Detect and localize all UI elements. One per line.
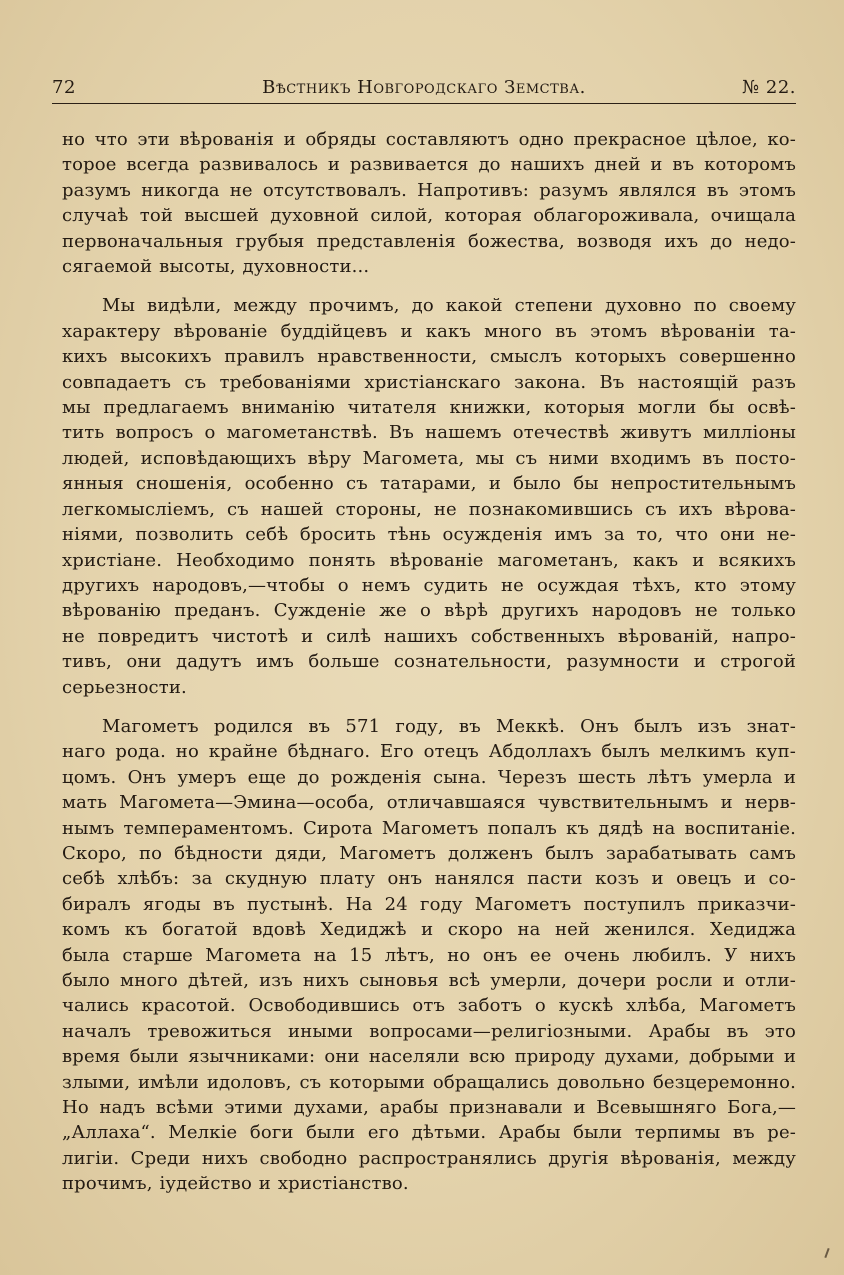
text-line: биралъ ягоды въ пустынѣ. На 24 году Магометъ поступилъ приказчи- [62,893,796,915]
text-line: ніями, позволить себѣ бросить тѣнь осужденія имъ за то, что они не- [62,524,796,546]
text-line: злыми, имѣли идоловъ, съ которыми обращались довольно безцеремонно. [62,1071,796,1093]
text-line: Но надъ всѣми этими духами, арабы признавали и Всевышняго Бога,— [62,1097,796,1119]
text-line: сягаемой высоты, духовности... [62,256,370,278]
text-line: время были язычниками: они населяли всю природу духами, добрыми и [62,1046,796,1068]
page-number: 72 [52,77,76,98]
text-line: чались красотой. Освободившись отъ заботъ о кускѣ хлѣба, Магометъ [62,995,796,1017]
text-line: христіане. Необходимо понять вѣрованіе магометанъ, какъ и всякихъ [62,549,796,571]
text-line: не повредитъ чистотѣ и силѣ нашихъ собственныхъ вѣрованій, напро- [62,625,796,647]
text-line: цомъ. Онъ умеръ еще до рожденія сына. Черезъ шесть лѣтъ умерла и [62,766,796,788]
text-line: торое всегда развивалось и развивается до нашихъ дней и въ которомъ [62,154,796,176]
text-line: была старше Магомета на 15 лѣтъ, но онъ ее очень любилъ. У нихъ [62,944,796,966]
page-edge-mark [824,1248,829,1258]
text-line: прочимъ, іудейство и христіанство. [62,1173,409,1195]
text-line: наго рода. но крайне бѣднаго. Его отецъ Абдоллахъ былъ мелкимъ куп- [62,741,796,763]
text-line: „Аллаха“. Мелкіе боги были его дѣтьми. Арабы были терпимы въ ре- [62,1122,796,1144]
issue-number: № 22. [742,77,796,98]
text-line: кихъ высокихъ правилъ нравственности, смыслъ которыхъ совершенно [62,346,796,368]
text-line: тить вопросъ о магометанствѣ. Въ нашемъ отечествѣ живутъ милліоны [62,422,796,444]
text-line: совпадаетъ съ требованіями христіанскаго закона. Въ настоящій разъ [62,371,796,393]
body-text [62,127,796,1197]
text-line: себѣ хлѣбъ: за скудную плату онъ нанялся пасти козъ и овецъ и со- [62,868,796,890]
text-line: лигіи. Среди нихъ свободно распространялись другія вѣрованія, между [62,1147,796,1169]
text-line: Мы видѣли, между прочимъ, до какой степени духовно по своему [102,295,796,317]
running-head [52,74,796,102]
text-line: другихъ народовъ,—чтобы о немъ судить не осуждая тѣхъ, кто этому [62,574,796,596]
text-line: но что эти вѣрованія и обряды составляютъ одно прекрасное цѣлое, ко- [62,129,796,150]
journal-title: Вѣстникъ Новгородскаго Земства. [262,77,586,98]
text-line: людей, исповѣдающихъ вѣру Магомета, мы съ ними входимъ въ посто- [62,447,796,469]
text-line: серьезности. [62,676,187,698]
text-line: нымъ темпераментомъ. Сирота Магометъ попалъ къ дядѣ на воспитаніе. [62,817,796,839]
paragraph-1 [62,127,796,279]
text-line: мать Магомета—Эмина—особа, отличавшаяся чувствительнымъ и нерв- [62,792,796,814]
text-line: началъ тревожиться иными вопросами—религіозными. Арабы въ это [62,1020,796,1042]
text-line: Магометъ родился въ 571 году, въ Меккѣ. Онъ былъ изъ знат- [102,715,796,737]
text-line: мы предлагаемъ вниманію читателя книжки, которыя могли бы освѣ- [62,397,796,419]
text-line: тивъ, они дадутъ имъ больше сознательности, разумности и строгой [62,651,796,673]
text-line: комъ къ богатой вдовѣ Хедиджѣ и скоро на ней женился. Хедиджа [62,919,796,941]
text-line: было много дѣтей, изъ нихъ сыновья всѣ умерли, дочери росли и отли- [62,970,796,991]
text-line: вѣрованію преданъ. Сужденіе же о вѣрѣ другихъ народовъ не только [62,600,796,622]
paragraph-3 [62,714,796,1197]
text-line: случаѣ той высшей духовной силой, которая облагороживала, очищала [62,205,796,227]
text-line: Скоро, по бѣдности дяди, Магометъ долженъ былъ зарабатывать самъ [62,842,796,864]
text-line: характеру вѣрованіе буддійцевъ и какъ много въ этомъ вѣрованіи та- [62,320,796,342]
text-line: янныя сношенія, особенно съ татарами, и было бы непростительнымъ [62,473,796,495]
header-rule [52,103,796,104]
paragraph-2 [62,293,796,700]
text-line: первоначальныя грубыя представленія божества, возводя ихъ до недо- [62,230,796,252]
text-line: разумъ никогда не отсутствовалъ. Напротивъ: разумъ являлся въ этомъ [62,179,796,201]
text-line: легкомысліемъ, съ нашей стороны, не познакомившись съ ихъ вѣрова- [62,498,796,520]
